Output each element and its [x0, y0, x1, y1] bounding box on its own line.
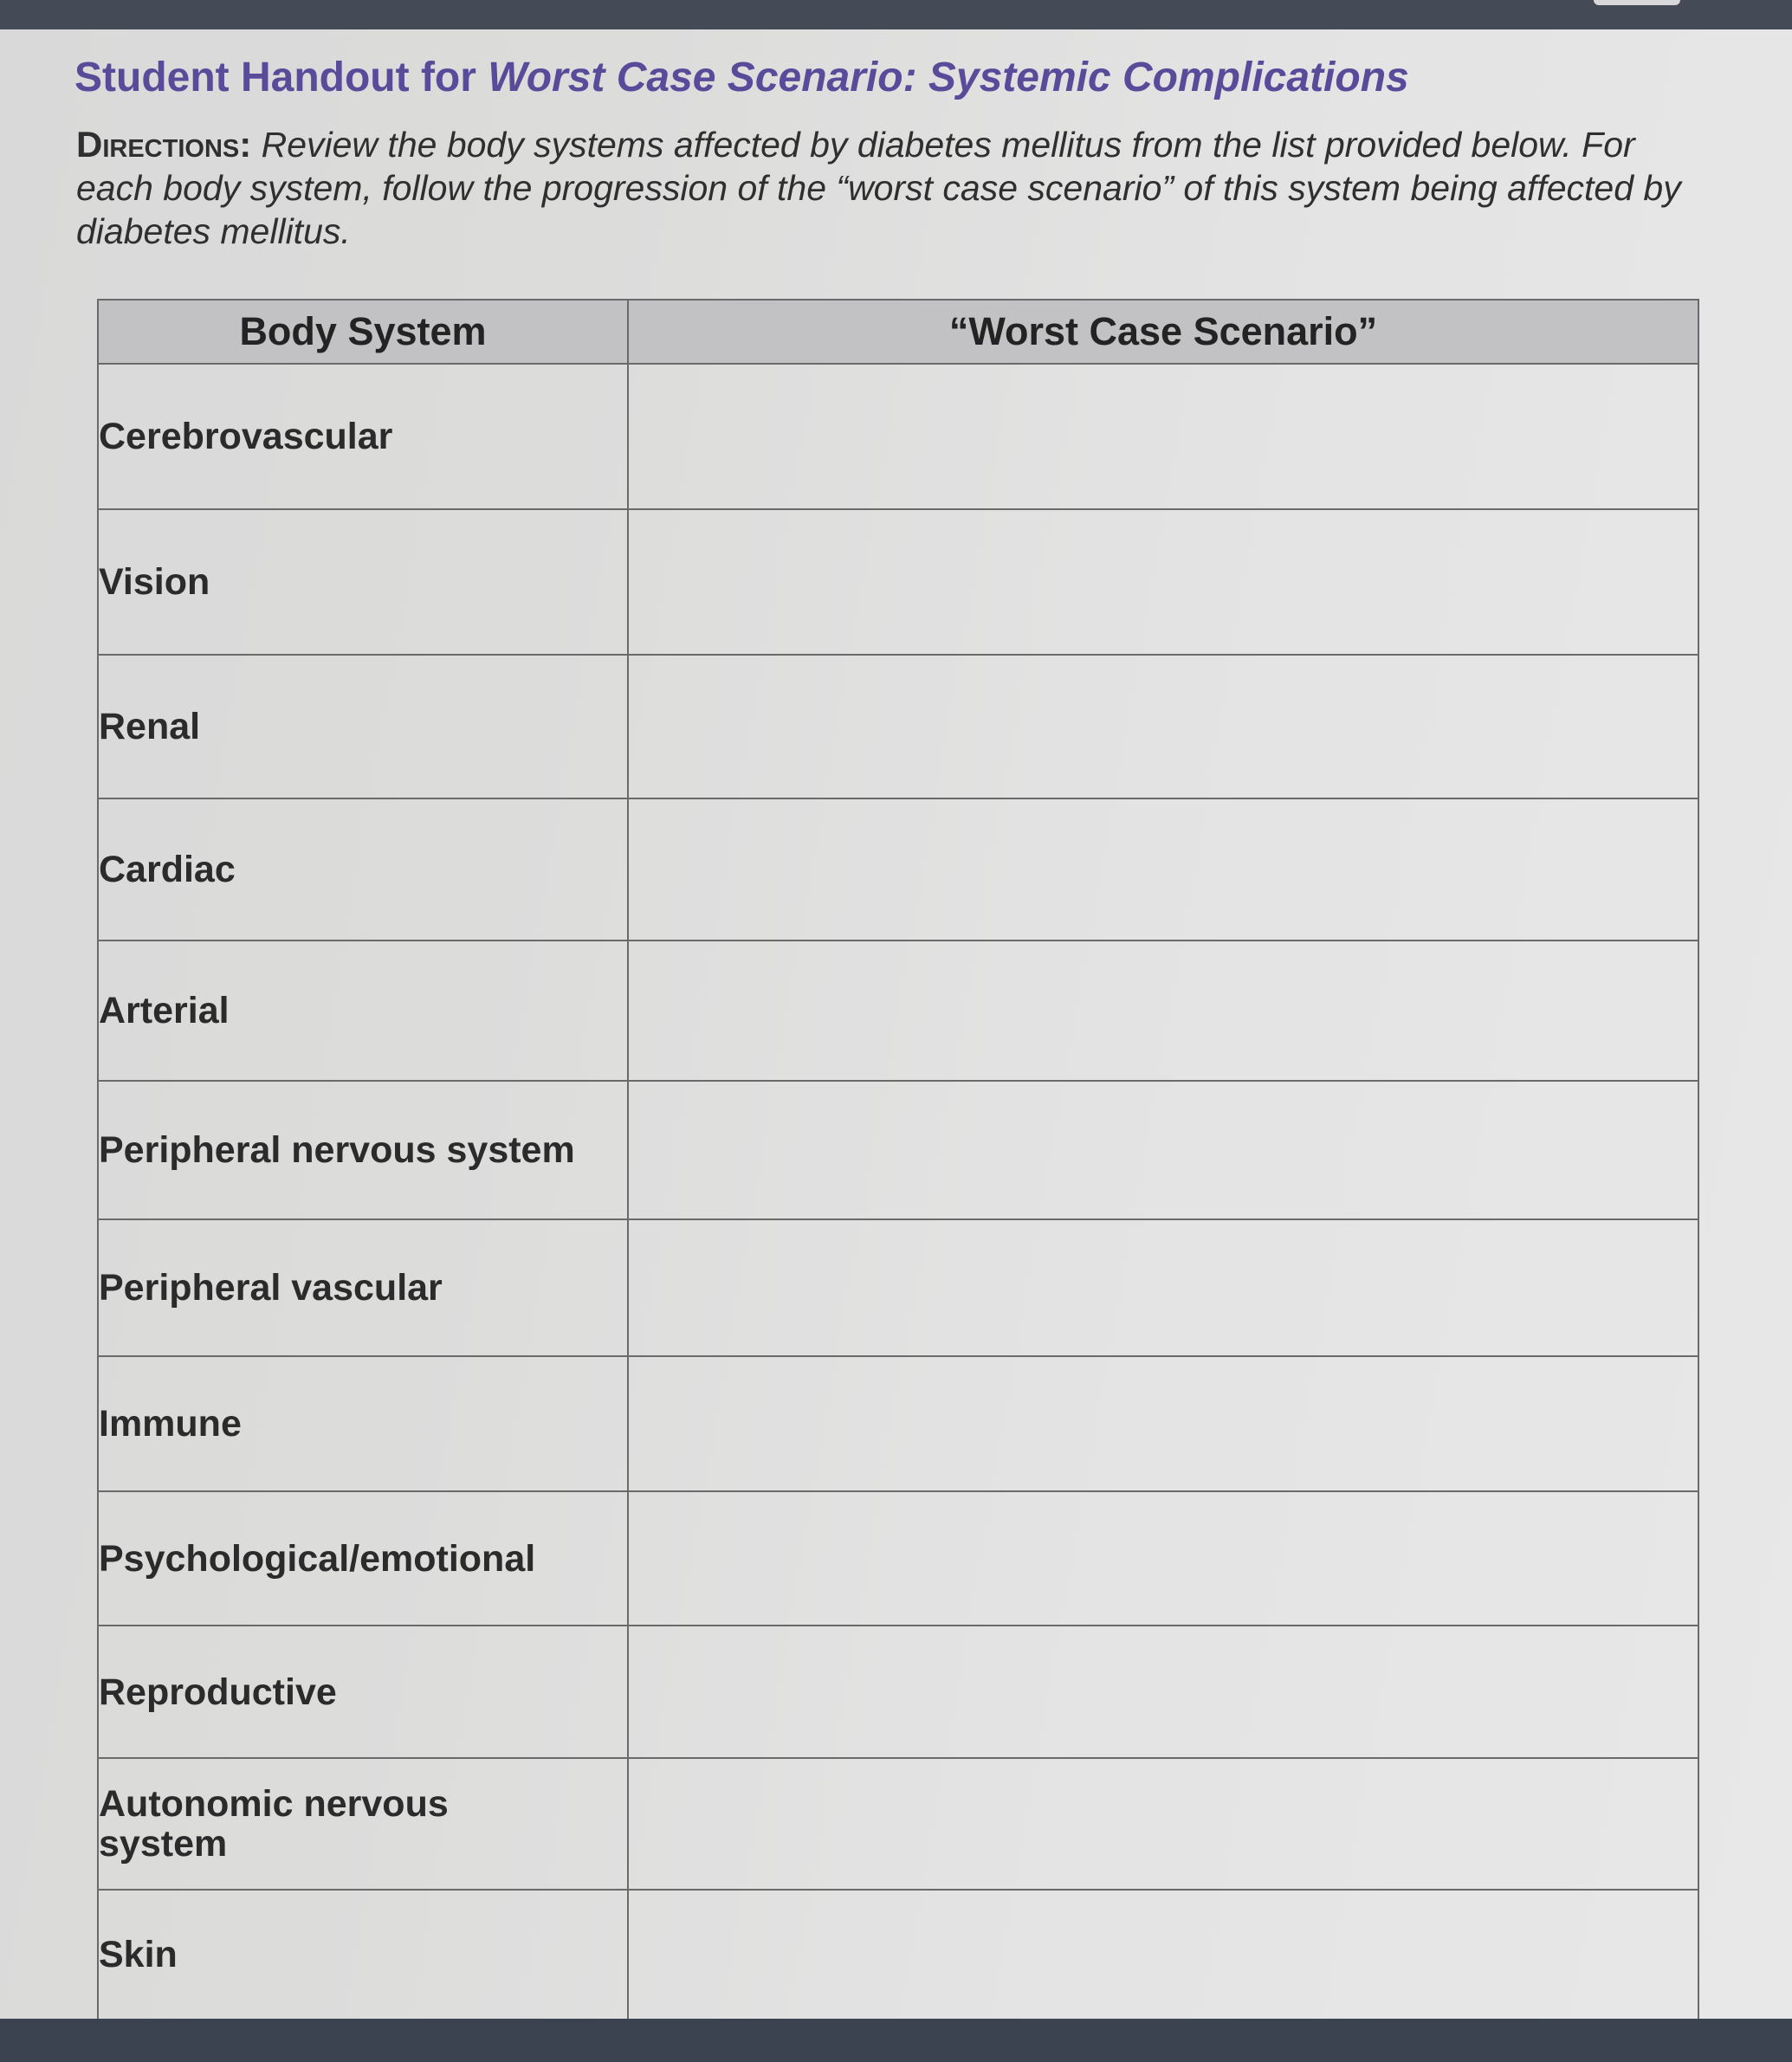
body-system-cell: Reproductive — [98, 1626, 628, 1758]
body-system-cell: Vision — [98, 509, 628, 655]
body-system-cell: Peripheral nervous system — [98, 1081, 628, 1219]
worst-case-answer-cell[interactable] — [628, 509, 1698, 655]
table-header-row — [98, 300, 1698, 364]
table-row — [98, 655, 1698, 798]
worst-case-answer-cell[interactable] — [628, 655, 1698, 798]
table-row — [98, 798, 1698, 941]
worst-case-answer-cell[interactable] — [628, 1626, 1698, 1758]
worst-case-answer-cell[interactable] — [628, 364, 1698, 509]
body-system-cell: Autonomic nervous system — [98, 1758, 628, 1890]
table-row — [98, 941, 1698, 1081]
worst-case-table — [97, 299, 1699, 2020]
table-row — [98, 1356, 1698, 1491]
worst-case-answer-cell[interactable] — [628, 1890, 1698, 2020]
directions-paragraph — [76, 123, 1687, 253]
monitor-top-bezel — [0, 0, 1792, 29]
body-system-cell: Cardiac — [98, 798, 628, 941]
worst-case-answer-cell[interactable] — [628, 1758, 1698, 1890]
title-prefix: Student Handout for — [74, 55, 488, 100]
body-system-cell: Immune — [98, 1356, 628, 1491]
table-row — [98, 1491, 1698, 1626]
table-row — [98, 1626, 1698, 1758]
worst-case-answer-cell[interactable] — [628, 1491, 1698, 1626]
table-row — [98, 364, 1698, 509]
worst-case-answer-cell[interactable] — [628, 798, 1698, 941]
body-system-cell: Renal — [98, 655, 628, 798]
worst-case-answer-cell[interactable] — [628, 941, 1698, 1081]
body-system-cell: Skin — [98, 1890, 628, 2020]
table-row — [98, 1219, 1698, 1356]
table-row — [98, 1081, 1698, 1219]
browser-tab-edge — [1594, 0, 1680, 5]
directions-label: Directions: — [76, 124, 252, 165]
directions-text: Review the body systems affected by diabetes mellitus from the list provided below. For each body system, follow the progression of the “worst case scenario” of this system being affected by diabetes mellitus. — [76, 125, 1681, 251]
worst-case-answer-cell[interactable] — [628, 1219, 1698, 1356]
body-system-cell: Arterial — [98, 941, 628, 1081]
title-emphasis: Worst Case Scenario: Systemic Complications — [488, 55, 1409, 100]
table-row — [98, 1758, 1698, 1890]
body-system-cell: Peripheral vascular — [98, 1219, 628, 1356]
worst-case-column-header: “Worst Case Scenario” — [628, 300, 1698, 364]
table-row — [98, 509, 1698, 655]
monitor-bottom-bezel — [0, 2019, 1792, 2062]
worst-case-answer-cell[interactable] — [628, 1356, 1698, 1491]
body-system-column-header: Body System — [98, 300, 628, 364]
worst-case-answer-cell[interactable] — [628, 1081, 1698, 1219]
table-row — [98, 1890, 1698, 2020]
body-system-cell: Psychological/emotional — [98, 1491, 628, 1626]
handout-title — [74, 54, 1409, 101]
document-page — [0, 29, 1792, 2019]
body-system-cell: Cerebrovascular — [98, 364, 628, 509]
